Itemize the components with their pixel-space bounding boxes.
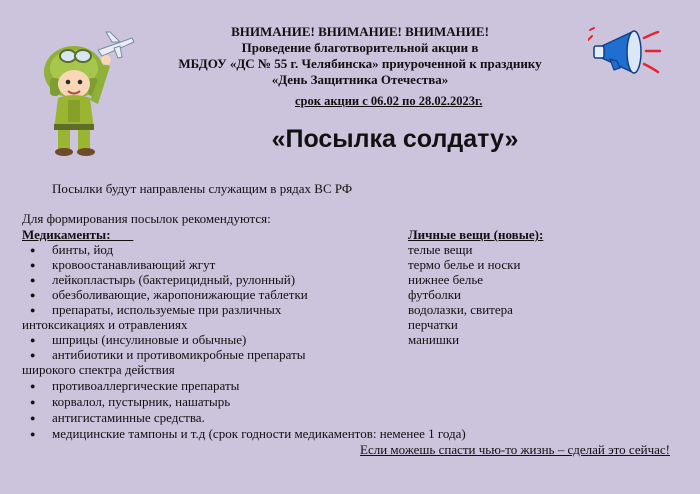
attention-line: ВНИМАНИЕ! ВНИМАНИЕ! ВНИМАНИЕ! bbox=[231, 24, 489, 39]
medicine-item: шприцы (инсулиновые и обычные) bbox=[52, 332, 247, 347]
medicines-heading: Медикаменты: bbox=[22, 227, 134, 242]
medicine-item: противоаллергические препараты bbox=[52, 378, 240, 393]
personal-item: телые вещи bbox=[408, 242, 473, 257]
medicine-item: медицинские тампоны и т.д (срок годности медикаментов: неменее 1 года) bbox=[52, 426, 466, 441]
medicine-item: антигистаминные средства. bbox=[52, 410, 205, 425]
medicine-item-continued: интоксикациях и отравлениях bbox=[22, 317, 188, 332]
personal-item: нижнее белье bbox=[408, 272, 484, 287]
event-line: Проведение благотворительной акции в bbox=[241, 40, 479, 55]
medicine-item: обезболивающие, жаропонижающие таблетки bbox=[52, 287, 308, 302]
footer-slogan: Если можешь спасти чью-то жизнь – сделай это сейчас! bbox=[360, 442, 670, 457]
bullet-icon: ● bbox=[30, 350, 36, 360]
page-title: «Посылка солдату» bbox=[271, 125, 519, 153]
bullet-icon: ● bbox=[30, 429, 36, 439]
medicine-item-continued: широкого спектра действия bbox=[22, 362, 175, 377]
bullet-icon: ● bbox=[30, 305, 36, 315]
bullet-icon: ● bbox=[30, 413, 36, 423]
medicine-item: препараты, используемые при различных bbox=[52, 302, 282, 317]
recommend-text: Для формирования посылок рекомендуются: bbox=[22, 211, 271, 226]
organization-line: МБДОУ «ДС № 55 г. Челябинска» приуроченной к празднику bbox=[178, 56, 542, 71]
personal-item: термо белье и носки bbox=[408, 257, 521, 272]
medicine-item: лейкопластырь (бактерицидный, рулонный) bbox=[52, 272, 296, 287]
intro-text: Посылки будут направлены служащим в рядах ВС РФ bbox=[52, 181, 353, 196]
megaphone-icon bbox=[588, 24, 664, 80]
bullet-icon: ● bbox=[30, 290, 36, 300]
bullet-icon: ● bbox=[30, 381, 36, 391]
bullet-icon: ● bbox=[30, 260, 36, 270]
medicine-item: кровоостанавливающий жгут bbox=[52, 257, 216, 272]
personal-item: футболки bbox=[408, 287, 461, 302]
bullet-icon: ● bbox=[30, 335, 36, 345]
personal-items-heading: Личные вещи (новые): bbox=[408, 227, 544, 242]
medicine-item: корвалол, пустырник, нашатырь bbox=[52, 394, 231, 409]
bullet-icon: ● bbox=[30, 397, 36, 407]
bullet-icon: ● bbox=[30, 245, 36, 255]
holiday-line: «День Защитника Отечества» bbox=[271, 72, 449, 87]
personal-item: перчатки bbox=[408, 317, 458, 332]
medicine-item: бинты, йод bbox=[52, 242, 114, 257]
personal-item: водолазки, свитера bbox=[408, 302, 513, 317]
event-period: срок акции с 06.02 по 28.02.2023г. bbox=[295, 94, 483, 108]
announcement-header bbox=[150, 24, 570, 88]
personal-item: манишки bbox=[408, 332, 460, 347]
bullet-icon: ● bbox=[30, 275, 36, 285]
medicine-item: антибиотики и противомикробные препараты bbox=[52, 347, 306, 362]
